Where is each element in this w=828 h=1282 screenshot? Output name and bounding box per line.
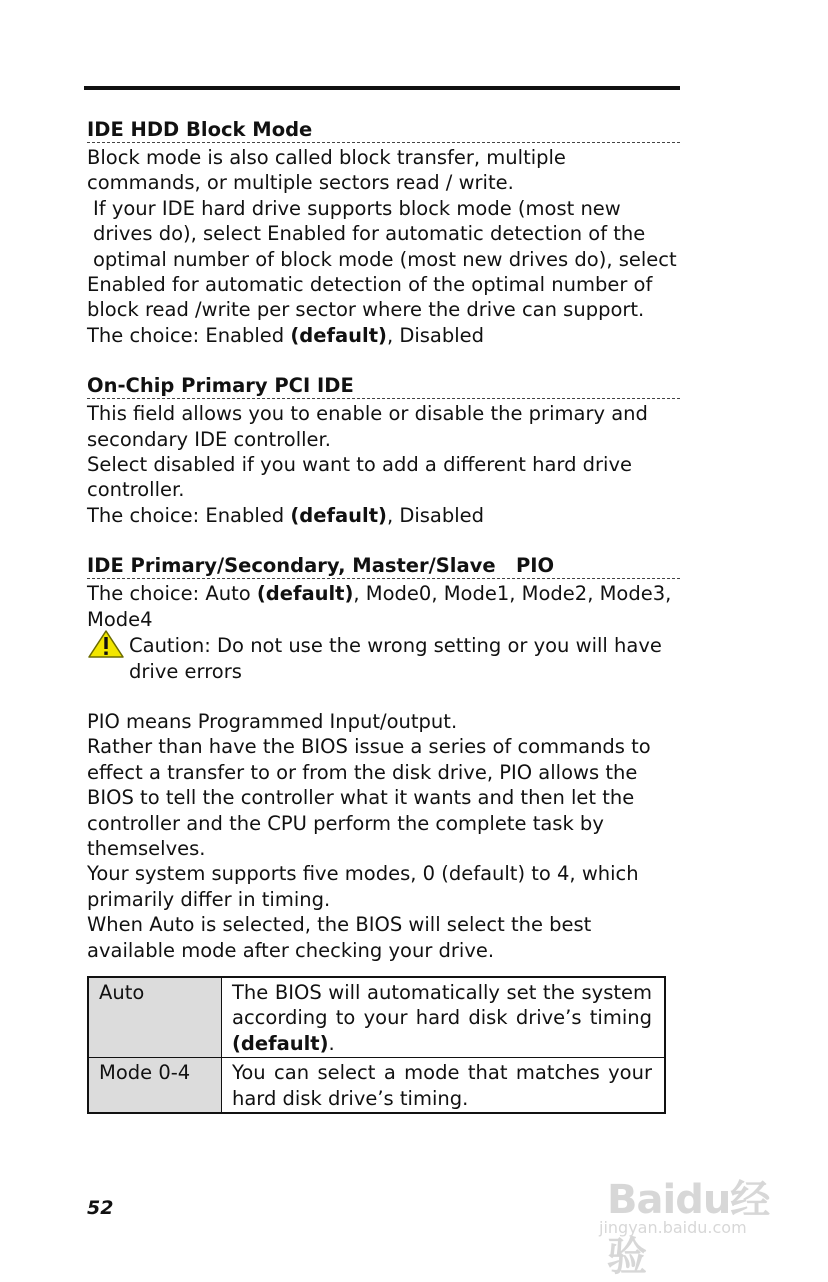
section-ide-pio xyxy=(87,553,680,1114)
choice-default: (default) xyxy=(256,582,354,606)
paragraph: When Auto is selected, the BIOS will select the best available mode after checking your drive. xyxy=(87,913,592,962)
baidu-watermark xyxy=(595,1158,780,1280)
table-row xyxy=(88,1058,665,1113)
choice-prefix: The choice: Enabled xyxy=(87,323,291,347)
paragraph: PIO means Programmed Input/output. xyxy=(87,709,458,733)
description-text: The BIOS will automatically set the system according to your hard disk drive’s timing xyxy=(232,980,652,1030)
caution-note xyxy=(87,633,680,684)
choice-default: (default) xyxy=(290,503,387,527)
table-cell-mode: Mode 0-4 xyxy=(88,1058,222,1113)
paragraph: This field allows you to enable or disable the primary and secondary IDE controller. xyxy=(87,402,648,451)
pio-mode-table xyxy=(87,976,666,1114)
choice-suffix: , Mode0, Mode1, Mode2, Mode3, Mode4 xyxy=(87,582,672,631)
description-end: . xyxy=(328,1031,335,1055)
choice-prefix: The choice: Enabled xyxy=(87,503,291,527)
choice-suffix: , Disabled xyxy=(386,503,485,527)
section-heading: IDE Primary/Secondary, Master/Slave PIO xyxy=(87,553,680,579)
choice-suffix: , Disabled xyxy=(386,323,485,347)
top-rule xyxy=(84,86,680,90)
section-heading: On-Chip Primary PCI IDE xyxy=(87,373,680,399)
choice-line xyxy=(87,323,680,348)
paragraph: If your IDE hard drive supports block mode (most new drives do), select Enabled for automatic detection of the optimal number of block mode (most new drives do), select xyxy=(93,196,677,271)
warning-triangle-icon xyxy=(87,629,125,659)
table-cell-description: You can select a mode that matches your hard disk drive’s timing. xyxy=(222,1058,666,1113)
section-on-chip-primary-pci-ide xyxy=(87,373,680,528)
paragraph: Rather than have the BIOS issue a series of commands to effect a transfer to or from the disk drive, PIO allows the BIOS to tell the controller what it wants and then let the controller and the CPU perform the complete task by themselves. xyxy=(87,735,651,860)
choice-line xyxy=(87,581,680,632)
description-default: (default) xyxy=(232,1031,329,1055)
paragraph: Enabled for automatic detection of the optimal number of block read /write per sector where the drive can support. xyxy=(87,273,653,322)
caution-text: Caution: Do not use the wrong setting or you will have drive errors xyxy=(129,634,662,683)
table-row xyxy=(88,977,665,1058)
table-cell-description xyxy=(222,977,666,1058)
document-body xyxy=(87,117,680,1139)
section-heading: IDE HDD Block Mode xyxy=(87,117,680,143)
watermark-logo: Baidu经验 xyxy=(607,1177,770,1280)
watermark-url: jingyan.baidu.com xyxy=(599,1218,747,1237)
choice-default: (default) xyxy=(290,323,387,347)
paragraph: Block mode is also called block transfer, multiple commands, or multiple sectors read / write. xyxy=(87,146,566,195)
paragraph: Select disabled if you want to add a different hard drive controller. xyxy=(87,453,632,502)
paragraph: Your system supports five modes, 0 (default) to 4, which primarily differ in timing. xyxy=(87,862,639,911)
page-number: 52 xyxy=(87,1197,114,1219)
table-cell-mode: Auto xyxy=(88,977,222,1058)
section-ide-hdd-block-mode xyxy=(87,117,680,348)
choice-prefix: The choice: Auto xyxy=(87,582,257,606)
choice-line xyxy=(87,503,680,528)
spacer xyxy=(87,684,680,709)
